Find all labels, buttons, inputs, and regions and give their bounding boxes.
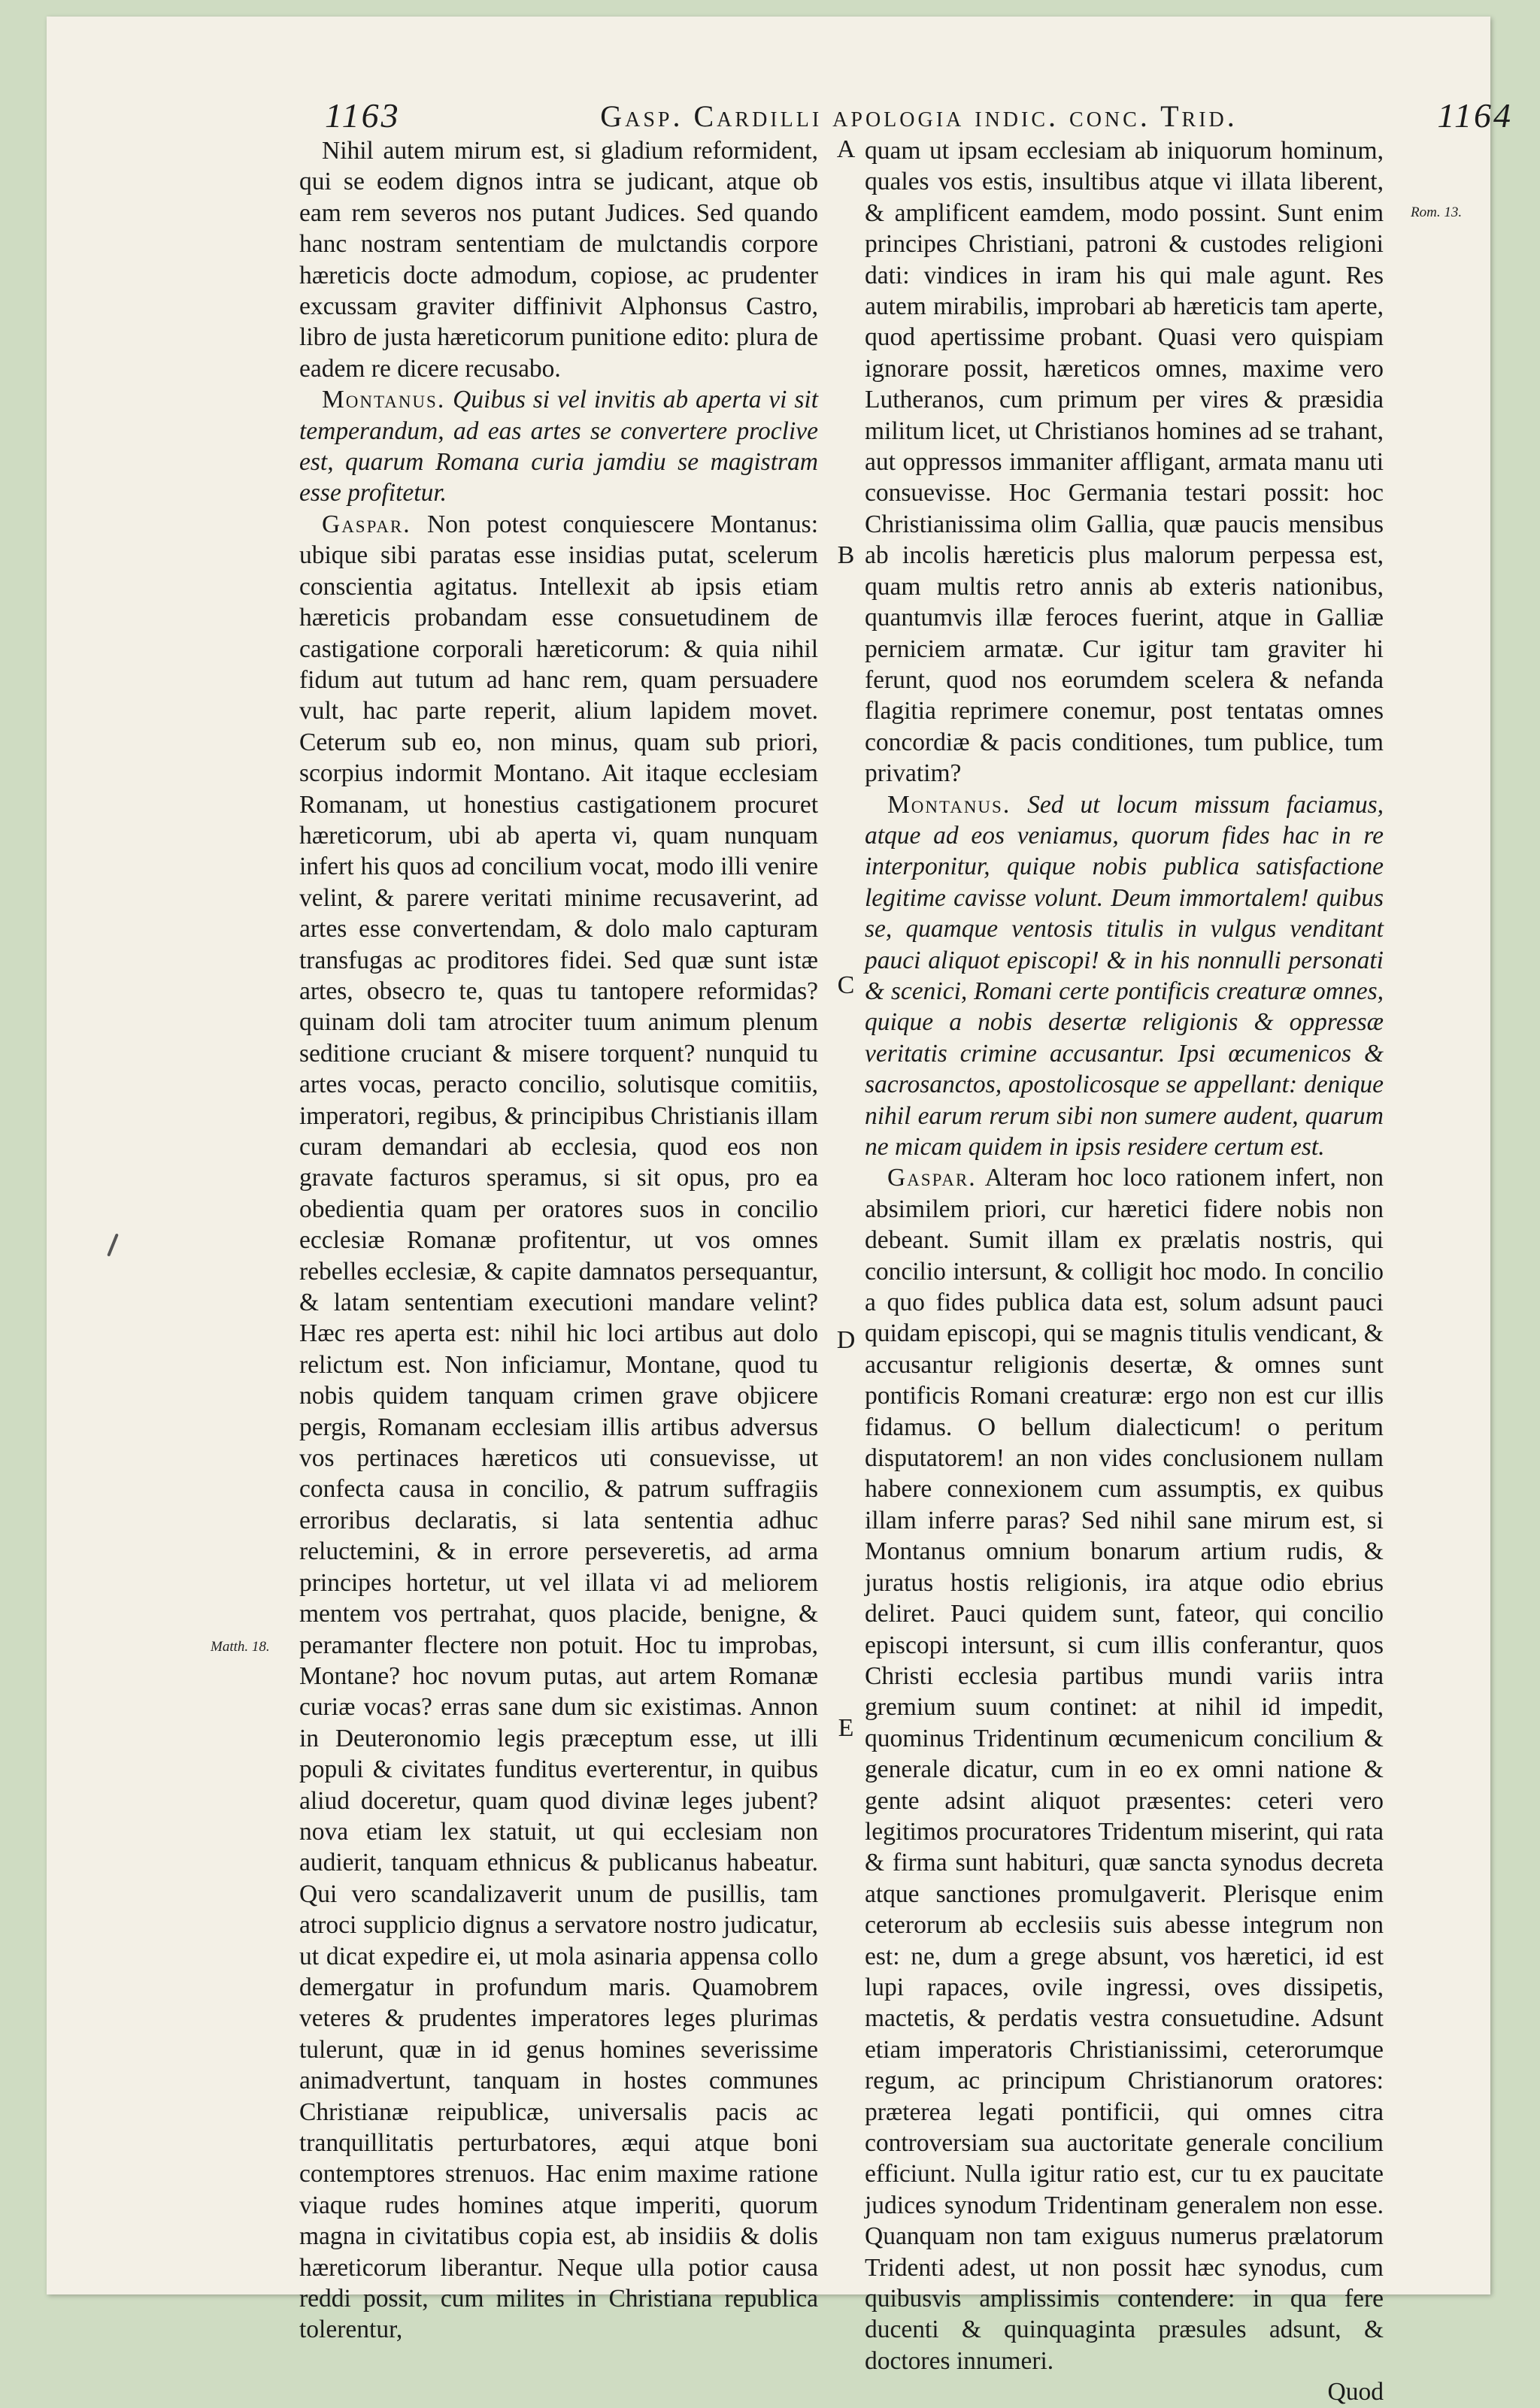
speaker-name: Montanus. [322, 386, 446, 414]
paragraph-text: Alteram hoc loco rationem infert, non absimilem priori, cur hæretici fidere nobis non debeant. Sumit illam ex prælatis nostris, qui concilio intersunt, & colligit hoc modo. In concilio a quo fides publica data est, solum adsunt pauci quidam episcopi, qui se magnis titulis vendicant, & accusantur religionis desertæ, & omnes sunt pontificis Romani creaturæ: ergo non est cur illis fidamus. O bellum dialecticum! o peritum disputatorem! an non vides conclusionem nullam habere connexionem cum assumptis, ex quibus illam inferre paras? Sed nihil sane mirum est, si Montanus omnium bonarum artium rudis, & juratus hostis religionis, ira atque odio ebrius deliret. Pauci quidem sunt, fateor, qui concilio episcopi intersunt, si cum illis conferantur, quos Christi ecclesia partibus mundi variis intra gremium suum continet: at nihil id impedit, quominus Tridentinum œcumenicum concilium & generale dicatur, cum in eo ex omni natione & gente adsint aliquot præsentes: ceteri vero legitimos procuratores Tridentum miserint, qui rata & firma sunt habituri, quæ sancta synodus decreta atque sanctiones promulgaverit. Plerisque enim ceterorum ab ecclesiis suis abesse integrum non est: ne, dum a grege absunt, vos hæretici, id est lupi rapaces, ovile ingressi, oves dissipetis, mactetis, & perdatis vestra consuetudine. Adsunt etiam imperatoris Christianissimi, ceterorumque regum, ac principum Christianorum oratores: præterea legati pontificii, qui omnes citra controversiam sua auctoritate generale concilium efficiunt. Nulla igitur ratio est, cur tu ex paucitate judices synodum Tridentinam generalem non esse. Quanquam non tam exiguus numerus prælatorum Tridenti adest, ut non possit hæc synodus, cum quibusvis amplissimis contendere: in qua fere ducenti & quinquaginta præsules adsunt, & doctores innumeri. [865, 1164, 1384, 2375]
running-header [325, 95, 1513, 141]
catchword: Quod [1327, 2378, 1384, 2406]
section-letter-e: E [838, 1714, 854, 1742]
section-letter-c: C [837, 971, 855, 999]
speaker-paragraph [299, 509, 818, 2346]
margin-note-right: Rom. 13. [1411, 204, 1463, 220]
speaker-paragraph [865, 789, 1384, 1163]
paragraph-text: Nihil autem mirum est, si gladium reformident, qui se eodem dignos intra se judicant, atque ob eam rem severos nos putant Judices. Sed quando hanc nostram sententiam de mulctandis corpore hæreticis docte admodum, copiose, ac prudenter excussam graviter diffinivit Alphonsus Castro, libro de justa hæreticorum punitione edito: plura de eadem re dicere recusabo. [299, 137, 818, 383]
speaker-paragraph [299, 384, 818, 509]
section-letter-d: D [836, 1326, 856, 1354]
left-column [299, 135, 819, 2344]
running-title: Gasp. Cardilli apologia indic. conc. Trid. [600, 99, 1238, 133]
paragraph-text: Non potest conquiescere Montanus: ubique sibi paratas esse insidias putat, scelerum conscientia agitatus. Intellexit ab ipsis etiam hæreticis probandam esse consuetudinem de castigatione corporali hæreticorum: & quia nihil fidum aut tutum ad hanc rem, quam persuadere vult, hac parte reperit, alium lapidem movet. Ceterum sub eo, non minus, quam sub priori, scorpius indormit Montano. Ait itaque ecclesiam Romanam, ut honestius castigationem procuret hæreticorum, ubi ab aperta vi, quam nunquam infert his quos ad concilium vocat, modo illi venire velint, & parere veritati minime recusaverint, ad artes esse convertendam, & dolo malo capturam transfugas ac proditores fidei. Sed quæ sunt istæ artes, obsecro te, quas tu tantopere reformidas? quinam doli tam atrociter tuum animum plenum seditione cruciant & misere torquent? nunquid tu artes vocas, peracto concilio, solutisque comitiis, imperatori, regibus, & principibus Christianis illam curam demandari ab ecclesia, quod eos non gravate facturos speramus, si sit opus, pro ea obedientia quam per oratores suos in concilio ecclesiæ Romanæ profitentur, ut vos omnes rebelles ecclesiæ, & capite damnatos persequantur, & latam sententiam executioni mandare velint? Hæc res aperta est: nihil hic loci artibus aut dolo relictum est. Non inficiamur, Montane, quod tu nobis quidem tanquam crimen grave objicere pergis, Romanam ecclesiam illis artibus adversus vos pertinaces hæreticos uti consuevisse, ut confecta causa in concilio, & patrum suffragiis erroribus declaratis, si lata sententia adhuc reluctemini, & in errore perseveretis, ad arma principes hortetur, ut vel illata vi ad meliorem mentem vos pertrahat, quos placide, benigne, & peramanter flectere non potuit. Hoc tu improbas, Montane? hoc novum putas, aut artem Romanæ curiæ vocas? erras sane dum sic existimas. Annon in Deuteronomio legis præceptum esse, ut illi populi & civitates funditus everterentur, in quibus aliud doceretur, quam quod divinæ leges jubent? nova etiam lex statuit, ut qui ecclesiam non audierit, tanquam ethnicus & publicanus habeatur. Qui vero scandalizaverit unum de pusillis, tam atroci supplicio dignus a servatore nostro judicatur, ut dicat expedire ei, ut mola asinaria appensa collo demergatur in profundum maris. Quamobrem veteres & prudentes imperatores leges plurimas tulerunt, quæ in id genus homines severissime animadvertunt, tanquam in hostes communes Christianæ reipublicæ, universalis pacis ac tranquillitatis perturbatores, æqui atque boni contemptores strenuos. Hac enim maxime ratione viaque rudes homines atque imperiti, quorum magna in civitatibus copia est, ab insidiis & dolis hæreticorum liberantur. Neque ulla potior causa reddi possit, cum milites in Christiana republica tolerentur, [299, 510, 819, 2344]
paragraph-text: Quibus si vel invitis ab aperta vi sit temperandum, ad eas artes se convertere proclive est, quarum Romana curia jamdiu se magistram esse profitetur. [299, 386, 819, 507]
paragraph-text: quam ut ipsam ecclesiam ab iniquorum hominum, quales vos estis, insultibus atque vi illata liberent, & amplificent eamdem, modo possint. Sunt enim principes Christiani, patroni & custodes religioni dati: vindices in iram his qui male agunt. Res autem mirabilis, improbari ab hæreticis tam aperte, quod apertissime probant. Quasi vero quispiam ignorare possit, hæreticos omnes, maxime vero Lutheranos, cum primum per vires & præsidia militum licet, ut Christianos homines ad se trahant, aut oppressos immaniter affligant, armata manu uti consuevisse. Hoc Germania testari possit: hoc Christianissima olim Gallia, quæ paucis mensibus ab incolis hæreticis plus malorum perpessa est, quam multis retro annis ab exteris nationibus, quantumvis illæ feroces fuerint, atque in Galliæ perniciem armatæ. Cur igitur tam graviter hi ferunt, quod nos eorumdem scelera & nefanda flagitia reprimere conemur, post tentatas omnes concordiæ & pacis conditiones, tum publice, tum privatim? [865, 137, 1384, 788]
paragraph-text: Sed ut locum missum faciamus, atque ad eos veniamus, quorum fides hac in re interponitur, quique nobis publica satisfactione legitime cavisse volunt. Deum immortalem! quibus se, quamque ventosis titulis in vulgus venditant pauci aliquot episcopi! & in his nonnulli personati & scenici, Romani certe pontificis creaturæ omnes, quique a nobis desertæ religionis & oppressæ veritatis crimine accusantur. Ipsi œcumenicos & sacrosanctos, apostolicosque se appellant: denique nihil earum rerum sibi non sumere audent, quarum ne micam quidem in ipsis residere certum est. [865, 790, 1384, 1161]
paragraph [299, 135, 818, 384]
section-letter-b: B [837, 541, 855, 569]
page-number-left: 1163 [325, 96, 401, 135]
speaker-name: Montanus. [887, 790, 1011, 819]
speaker-name: Gaspar. [322, 510, 411, 538]
speaker-name: Gaspar. [887, 1164, 977, 1192]
margin-note-left: Matth. 18. [211, 1639, 270, 1655]
paragraph [865, 135, 1384, 789]
section-letters [831, 135, 861, 2165]
right-column [865, 135, 1384, 2406]
page-number-right: 1164 [1437, 96, 1513, 135]
speaker-paragraph [865, 1162, 1384, 2376]
section-letter-a: A [836, 135, 856, 163]
